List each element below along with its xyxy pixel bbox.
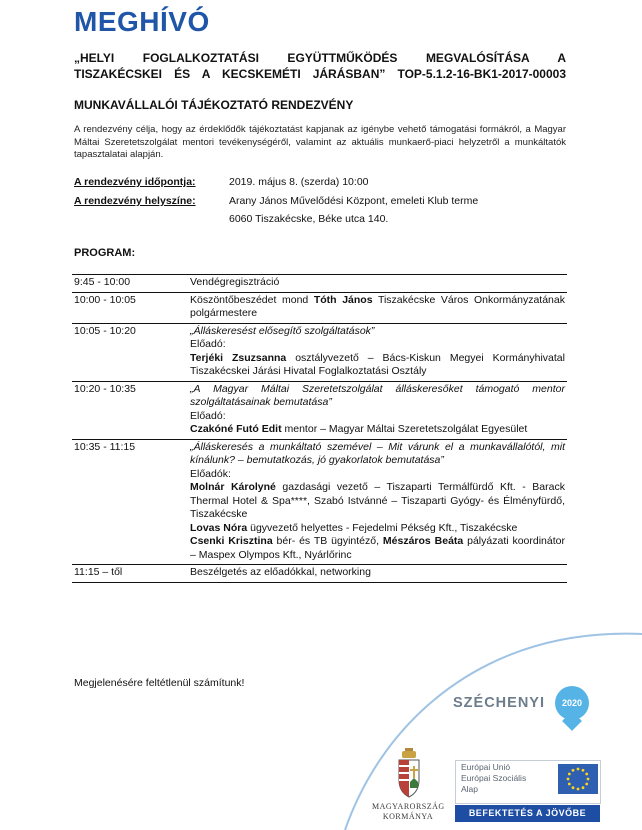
- speaker-info: [190, 352, 565, 379]
- speaker-role: gazdasági vezető – Tiszaparti Termálfürdő Kft. - Barack Thermal Hotel & Spa****, Szabó Istvánné – Tiszaparti Gyógy- és Élményfürdő, Tiszakécske: [190, 481, 565, 520]
- szechenyi-logo-text: SZÉCHENYI: [453, 695, 545, 711]
- table-row: [72, 275, 567, 293]
- row-time: 10:35 - 11:15: [74, 440, 136, 453]
- eu-line-2: Európai Szociális: [461, 773, 527, 783]
- date-value: 2019. május 8. (szerda) 10:00: [229, 176, 369, 188]
- row-time: 9:45 - 10:00: [74, 276, 131, 288]
- talk-topic: „Álláskeresést elősegítő szolgáltatások”: [190, 324, 375, 337]
- program-heading: PROGRAM:: [74, 247, 136, 259]
- speaker-info: [190, 423, 565, 437]
- government-line-2: KORMÁNYA: [382, 812, 434, 821]
- row-text: [188, 323, 567, 381]
- speaker-role: bér- és TB ügyintéző,: [272, 535, 383, 547]
- date-label: A rendezvény időpontja:: [74, 176, 196, 188]
- row-text: Beszélgetés az előadókkal, networking: [190, 566, 371, 578]
- talk-topic: „A Magyar Máltai Szeretetszolgálat álláskeresőket támogató mentor szolgáltatásainak bemutatása”: [190, 382, 565, 408]
- speaker-name: Mészáros Beáta: [382, 535, 464, 547]
- eu-line-1: Európai Unió: [461, 762, 511, 772]
- row-text: [188, 292, 567, 323]
- row-time: 11:15 – től: [74, 566, 123, 578]
- hungarian-coat-of-arms-icon: [396, 748, 422, 798]
- program-table: [72, 274, 567, 583]
- row-time: 10:00 - 10:05: [74, 293, 136, 306]
- speaker-label: Előadók:: [190, 467, 231, 480]
- event-subtitle: MUNKAVÁLLALÓI TÁJÉKOZTATÓ RENDEZVÉNY: [74, 98, 354, 112]
- government-logo-text: [372, 802, 444, 822]
- speaker-role: ügyvezető helyettes - Fejedelmi Pékség Kft., Tiszakécske: [247, 521, 518, 534]
- invest-in-future-banner: BEFEKTETÉS A JÖVŐBE: [455, 805, 600, 822]
- venue-label: A rendezvény helyszíne:: [74, 195, 196, 207]
- speaker-info: [190, 535, 565, 562]
- speaker-name: Csenki Krisztina: [190, 535, 273, 547]
- table-row: [72, 292, 567, 323]
- row-text: Vendégregisztráció: [190, 276, 280, 288]
- eu-line-3: Alap: [461, 784, 479, 794]
- intro-paragraph: A rendezvény célja, hogy az érdeklődők tájékoztatást kapjanak az igénybe vehető támogatási formákról, a Magyar Máltai Szeretetszolgálat mentori tevékenységéről, valamint az aktuális munkaerő-piaci helyzetről a munkáltatók tapasztalatai alapján.: [74, 124, 566, 160]
- venue-line-2: 6060 Tiszakécske, Béke utca 140.: [229, 213, 389, 225]
- invitation-title: MEGHÍVÓ: [74, 6, 210, 37]
- speaker-info: [190, 481, 565, 522]
- speaker-name: Terjéki Zsuzsanna: [190, 351, 287, 364]
- row-time: 10:05 - 10:20: [74, 324, 136, 337]
- speaker-name: Czakóné Futó Edit: [190, 423, 282, 435]
- project-title: [74, 50, 566, 82]
- text-part: Köszöntőbeszédet mond: [190, 293, 314, 306]
- speaker-name: Lovas Nóra: [190, 521, 248, 534]
- speaker-name: Tóth János: [313, 293, 373, 306]
- speaker-info: [190, 522, 565, 536]
- row-time: 10:20 - 10:35: [74, 382, 136, 395]
- table-row: [72, 565, 567, 583]
- speaker-role: pályázati koordinátor – Maspex Olympos Kft., Nyárlőrinc: [190, 535, 565, 561]
- closing-line: Megjelenésére feltétlenül számítunk!: [74, 677, 245, 689]
- project-title-line-2: TISZAKÉCSKEI ÉS A KECSKEMÉTI JÁRÁSBAN” TOP-5.1.2-16-BK1-2017-00003: [74, 67, 566, 81]
- project-title-line-1: „HELYI FOGLALKOZTATÁSI EGYÜTTMŰKÖDÉS MEGVALÓSÍTÁSA A: [74, 51, 566, 65]
- eu-logo-text: [461, 762, 526, 795]
- speaker-label: Előadó:: [190, 338, 226, 350]
- text-part: Tiszakécske Város Onkormányzatának polgármestere: [190, 293, 565, 319]
- talk-topic: „Álláskeresés a munkáltató szemével – Mit várunk el a munkavállalótól, mit kínálunk? – bemutatkozás, jó gyakorlatok bemutatása”: [190, 440, 565, 466]
- row-text: [188, 381, 567, 439]
- eu-flag-icon: [558, 764, 598, 794]
- table-row: [72, 323, 567, 381]
- speaker-name: Molnár Károlyné: [190, 481, 276, 493]
- table-row: [72, 439, 567, 565]
- table-row: [72, 381, 567, 439]
- row-text: [188, 439, 567, 565]
- speaker-label: Előadó:: [190, 409, 226, 422]
- venue-line-1: Arany János Művelődési Központ, emeleti Klub terme: [229, 195, 479, 207]
- speaker-role: osztályvezető – Bács-Kiskun Megyei Kormányhivatal Tiszakécskei Járási Hivatal Foglalkoztatási Osztály: [190, 351, 565, 377]
- speaker-role: mentor – Magyar Máltai Szeretetszolgálat Egyesület: [281, 423, 528, 435]
- government-line-1: MAGYARORSZÁG: [372, 802, 445, 811]
- szechenyi-badge: 2020: [555, 686, 589, 720]
